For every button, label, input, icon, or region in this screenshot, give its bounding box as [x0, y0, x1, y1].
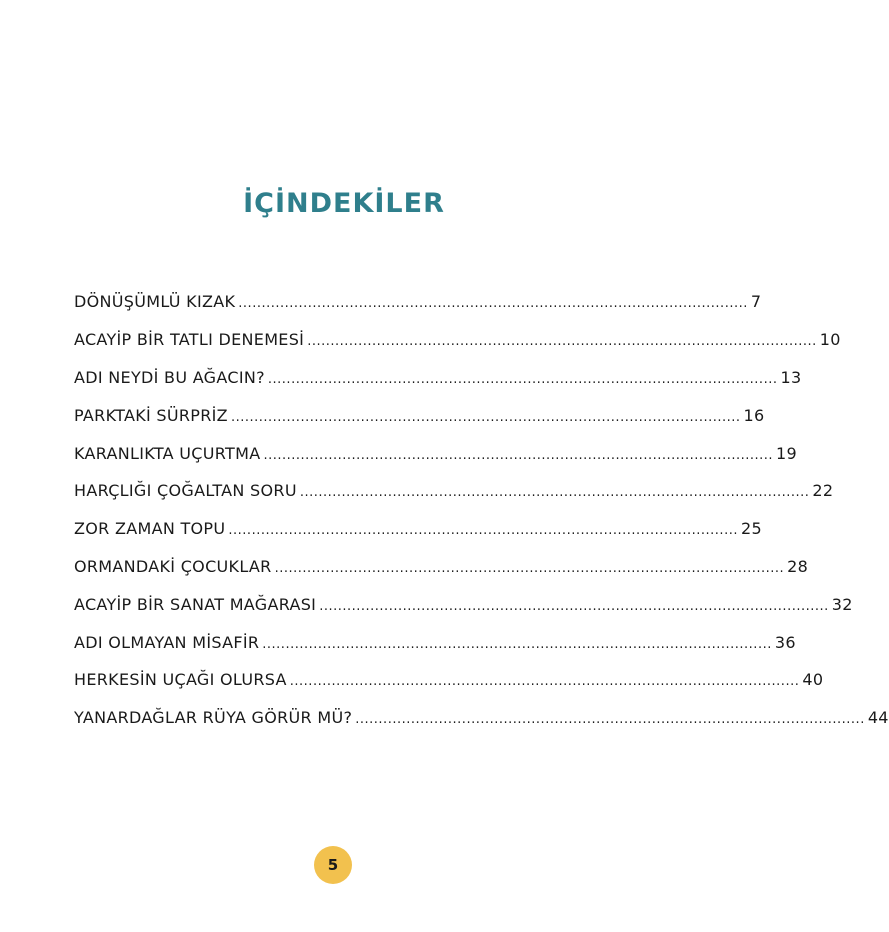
toc-entry-title: ACAYİP BİR SANAT MAĞARASI [74, 594, 317, 614]
toc-entry[interactable] [74, 283, 762, 321]
toc-entry[interactable] [74, 585, 853, 623]
toc-entry-title: PARKTAKİ SÜRPRİZ [74, 405, 228, 425]
toc-entry[interactable] [74, 699, 889, 737]
table-of-contents [74, 283, 889, 737]
toc-entry-title: YANARDAĞLAR RÜYA GÖRÜR MÜ? [74, 708, 353, 728]
dot-leader: .............................................................................................................. [355, 712, 865, 728]
toc-entry-title: ORMANDAKİ ÇOCUKLAR [74, 556, 272, 576]
toc-entry-page: 7 [750, 292, 762, 312]
dot-leader: .............................................................................................................. [267, 371, 778, 387]
toc-entry[interactable] [74, 548, 809, 586]
dot-leader: .............................................................................................................. [230, 409, 741, 425]
toc-entry-page: 28 [787, 556, 809, 576]
dot-leader: .............................................................................................................. [263, 447, 774, 463]
toc-entry[interactable] [74, 434, 797, 472]
toc-entry-page: 10 [819, 330, 841, 350]
toc-entry-title: KARANLIKTA UÇURTMA [74, 443, 261, 463]
toc-entry-page: 44 [867, 708, 889, 728]
dot-leader: .............................................................................................................. [262, 636, 772, 652]
dot-leader: .............................................................................................................. [319, 598, 829, 614]
toc-entry[interactable] [74, 661, 824, 699]
toc-entry-page: 22 [812, 481, 834, 501]
toc-entry[interactable] [74, 396, 765, 434]
page-number-badge [314, 846, 352, 884]
toc-entry-page: 32 [831, 594, 853, 614]
toc-entry[interactable] [74, 359, 802, 397]
toc-entry[interactable] [74, 623, 796, 661]
toc-entry-page: 13 [780, 367, 802, 387]
dot-leader: .............................................................................................................. [307, 334, 817, 350]
toc-entry-title: ADI NEYDİ BU AĞACIN? [74, 367, 265, 387]
toc-entry-page: 40 [802, 670, 824, 690]
toc-entry[interactable] [74, 321, 841, 359]
toc-entry[interactable] [74, 510, 762, 548]
toc-entry-title: ZOR ZAMAN TOPU [74, 519, 226, 539]
toc-entry-page: 16 [743, 405, 765, 425]
toc-entry[interactable] [74, 472, 834, 510]
dot-leader: .............................................................................................................. [274, 560, 785, 576]
toc-entry-title: DÖNÜŞÜMLÜ KIZAK [74, 292, 236, 312]
dot-leader: .............................................................................................................. [299, 485, 810, 501]
toc-entry-title: HARÇLIĞI ÇOĞALTAN SORU [74, 481, 297, 501]
toc-entry-page: 25 [740, 519, 762, 539]
toc-entry-title: HERKESİN UÇAĞI OLURSA [74, 670, 287, 690]
toc-entry-title: ACAYİP BİR TATLI DENEMESİ [74, 330, 305, 350]
page-number: 5 [327, 856, 339, 874]
page-title: İÇİNDEKİLER [243, 188, 445, 219]
toc-entry-page: 36 [774, 632, 796, 652]
toc-entry-title: ADI OLMAYAN MİSAFİR [74, 632, 260, 652]
dot-leader: .............................................................................................................. [228, 523, 738, 539]
toc-entry-page: 19 [776, 443, 797, 463]
dot-leader: .............................................................................................................. [238, 296, 748, 312]
dot-leader: .............................................................................................................. [289, 674, 800, 690]
